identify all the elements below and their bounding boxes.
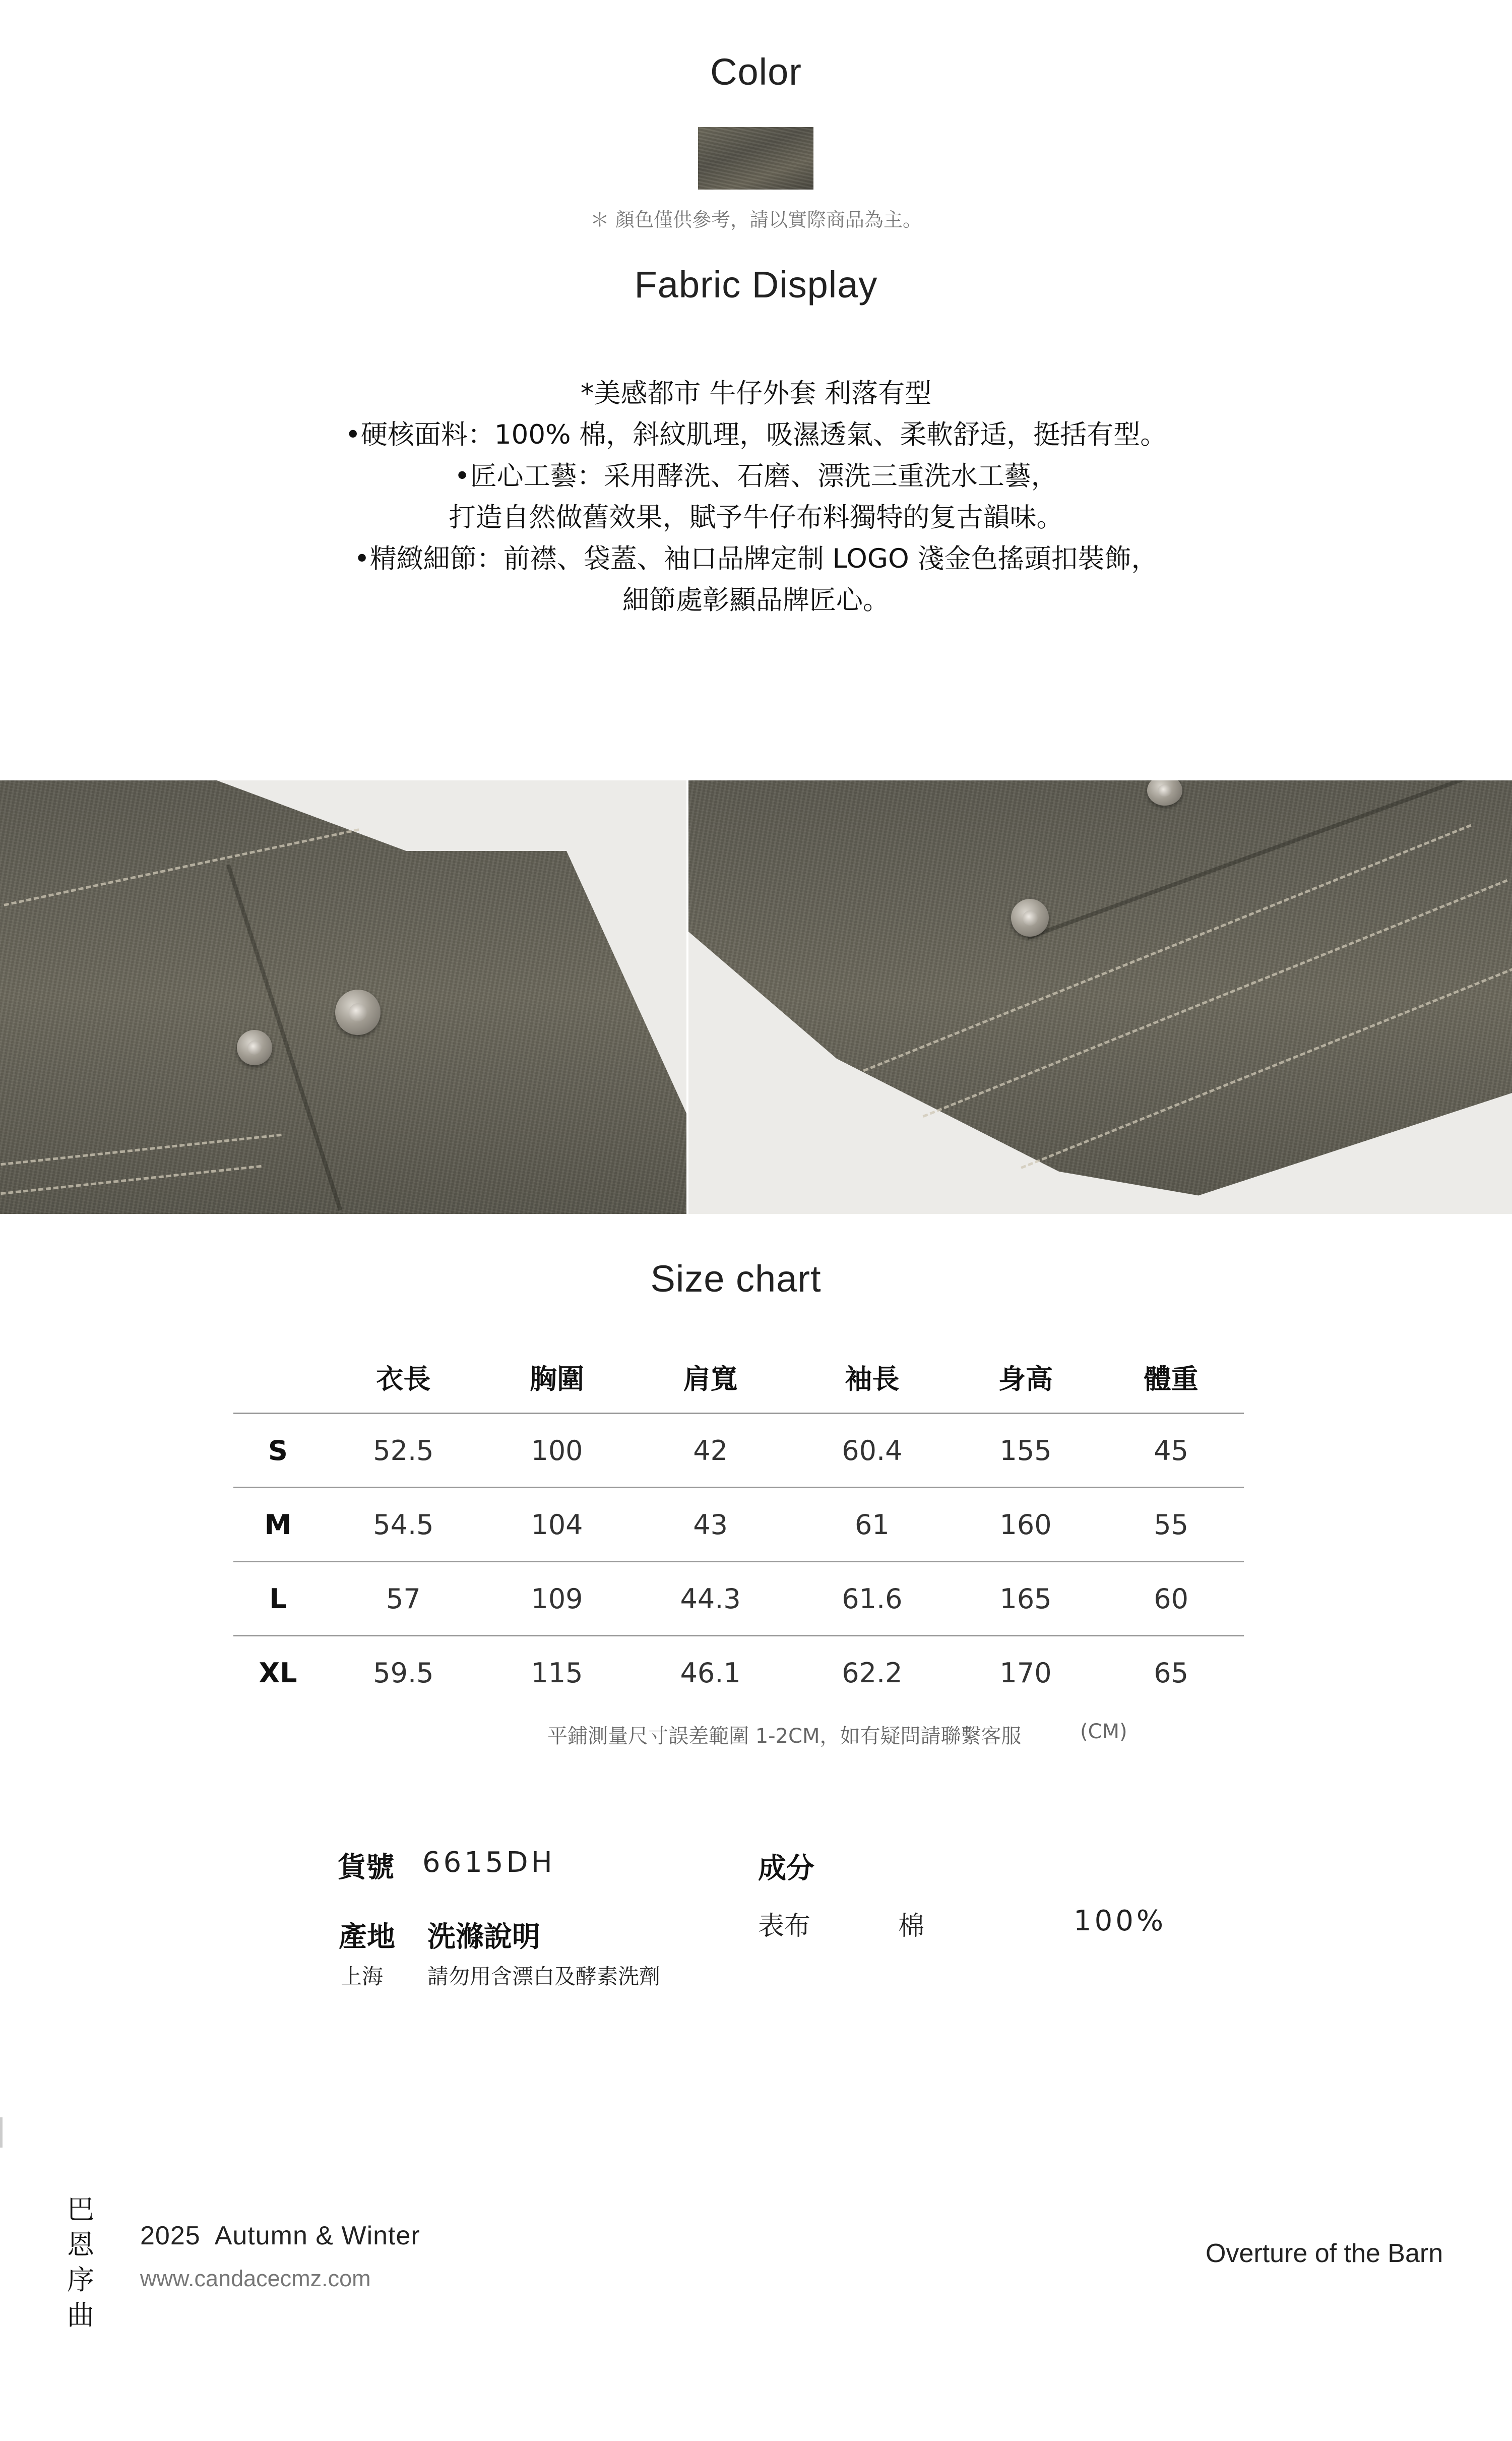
fabric-line: 細節處彰顯品牌匠心。 — [622, 585, 890, 616]
table-cell: 45 — [1098, 1414, 1244, 1488]
brand-char: 曲 — [67, 2299, 94, 2331]
fabric-line: •匠心工藝：采用酵洗、石磨、漂洗三重洗水工藝， — [454, 461, 1058, 492]
table-cell: 54.5 — [323, 1488, 484, 1562]
brand-char: 巴 — [67, 2193, 94, 2225]
edge-mark — [0, 2117, 3, 2148]
table-cell: 100 — [484, 1414, 630, 1488]
table-cell: 46.1 — [629, 1636, 791, 1710]
fabric-line: *美感都市 牛仔外套 利落有型 — [580, 378, 932, 409]
table-cell: 109 — [484, 1562, 630, 1636]
hem-detail-photo — [688, 780, 1512, 1214]
size-table — [233, 1341, 1244, 1709]
table-cell: 155 — [953, 1414, 1099, 1488]
header-sleeve: 袖長 — [845, 1363, 900, 1395]
table-row — [233, 1636, 1244, 1710]
table-cell: 61 — [791, 1488, 953, 1562]
item-number-label: 貨號 — [338, 1851, 394, 1884]
composition-label: 成分 — [758, 1852, 814, 1885]
header-weight: 體重 — [1144, 1363, 1199, 1395]
table-cell: 59.5 — [323, 1636, 484, 1710]
header-chest: 胸圍 — [530, 1363, 584, 1395]
collection-name: Overture of the Barn — [1206, 2239, 1443, 2268]
table-cell: 55 — [1098, 1488, 1244, 1562]
measurement-note: 平鋪測量尺寸誤差範圍 1-2CM，如有疑問請聯繫客服 — [547, 1725, 1022, 1748]
brand-char: 序 — [67, 2264, 94, 2296]
fabric-line: 打造自然做舊效果，賦予牛仔布料獨特的复古韻味。 — [449, 502, 1063, 533]
table-cell: 57 — [323, 1562, 484, 1636]
table-cell: 115 — [484, 1636, 630, 1710]
fabric-title: Fabric Display — [634, 264, 878, 306]
composition-percent: 100% — [1074, 1905, 1167, 1937]
table-cell: 160 — [953, 1488, 1099, 1562]
unit-label: (CM) — [1080, 1720, 1127, 1743]
table-cell: 170 — [953, 1636, 1099, 1710]
wash-value: 請勿用含漂白及酵素洗劑 — [427, 1964, 661, 1989]
composition-material: 棉 — [898, 1911, 925, 1941]
origin-value: 上海 — [341, 1964, 384, 1989]
size-label: L — [233, 1562, 323, 1636]
table-cell: 52.5 — [323, 1414, 484, 1488]
table-row — [233, 1562, 1244, 1636]
fabric-line: •硬核面料：100% 棉，斜紋肌理，吸濕透氣、柔軟舒适，挺括有型。 — [345, 419, 1167, 450]
website-link[interactable]: www.candacecmz.com — [140, 2266, 371, 2291]
wash-label: 洗滌說明 — [427, 1921, 540, 1954]
brand-char: 恩 — [67, 2229, 94, 2261]
color-swatch — [698, 127, 813, 190]
table-cell: 60 — [1098, 1562, 1244, 1636]
header-shoulder: 肩寬 — [683, 1363, 738, 1395]
size-header-blank — [233, 1341, 323, 1414]
size-table-header — [233, 1341, 1244, 1414]
table-row — [233, 1488, 1244, 1562]
size-chart-title: Size chart — [650, 1258, 822, 1300]
color-title: Color — [710, 51, 802, 93]
header-height: 身高 — [998, 1363, 1053, 1395]
table-cell: 43 — [629, 1488, 791, 1562]
collar-detail-photo — [0, 780, 686, 1214]
season-label: 2025 Autumn & Winter — [140, 2221, 420, 2250]
origin-label: 產地 — [339, 1921, 395, 1954]
brand-logo-vertical — [66, 2192, 96, 2333]
size-label: M — [233, 1488, 323, 1562]
table-cell: 42 — [629, 1414, 791, 1488]
table-cell: 104 — [484, 1488, 630, 1562]
size-label: XL — [233, 1636, 323, 1710]
fabric-line: •精緻細節：前襟、袋蓋、袖口品牌定制 LOGO 淺金色搖頭扣裝飾， — [354, 543, 1158, 574]
table-cell: 60.4 — [791, 1414, 953, 1488]
color-note: ＊ 顏色僅供參考，請以實際商品為主。 — [590, 209, 922, 231]
table-cell: 65 — [1098, 1636, 1244, 1710]
table-row — [233, 1414, 1244, 1488]
table-cell: 62.2 — [791, 1636, 953, 1710]
size-label: S — [233, 1414, 323, 1488]
fabric-description — [0, 373, 1512, 621]
table-cell: 165 — [953, 1562, 1099, 1636]
item-number: 6615DH — [422, 1846, 555, 1879]
table-cell: 61.6 — [791, 1562, 953, 1636]
table-cell: 44.3 — [629, 1562, 791, 1636]
composition-part: 表布 — [758, 1911, 811, 1941]
header-length: 衣長 — [376, 1363, 431, 1395]
